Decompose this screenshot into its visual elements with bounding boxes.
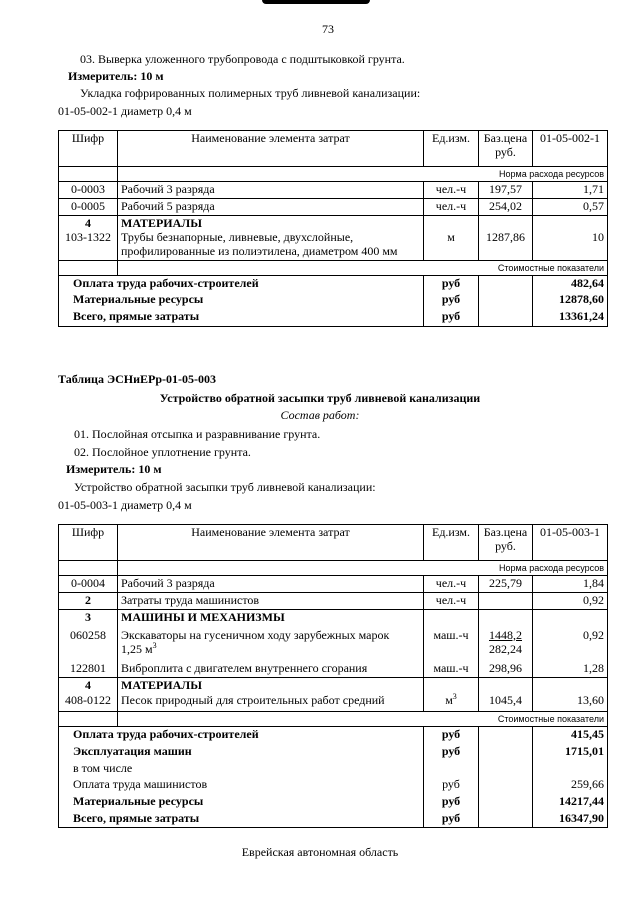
code-line-2: 01-05-003-1 диаметр 0,4 м bbox=[58, 498, 192, 512]
header-unit: Ед.изм. bbox=[424, 131, 479, 167]
table-header-row bbox=[59, 131, 608, 167]
work-item-01: 01. Послойная отсыпка и разравнивание грунта. bbox=[74, 427, 321, 441]
table-row: 0-0004 Рабочий 3 разряда чел.-ч 225,79 1,84 bbox=[59, 576, 608, 593]
total-row: Эксплуатация машин руб 1715,01 bbox=[59, 744, 608, 761]
table-title-2: Таблица ЭСНиЕРр-01-05-003 bbox=[58, 372, 217, 386]
total-row: Материальные ресурсы руб 12878,60 bbox=[59, 292, 608, 309]
materials-section-row: 4 МАТЕРИАЛЫ bbox=[59, 678, 608, 693]
table-row: 2 Затраты труда машинистов чел.-ч 0,92 bbox=[59, 593, 608, 610]
table-row: 122801 Виброплита с двигателем внутреннего сгорания маш.-ч 298,96 1,28 bbox=[59, 661, 608, 678]
machines-section-row: 3 МАШИНЫ И МЕХАНИЗМЫ bbox=[59, 610, 608, 625]
total-row: Материальные ресурсы руб 14217,44 bbox=[59, 794, 608, 811]
total-row: в том числе bbox=[59, 761, 608, 777]
header-name: Наименование элемента затрат bbox=[118, 131, 424, 167]
total-row: Оплата труда рабочих-строителей руб 415,45 bbox=[59, 727, 608, 744]
cost-table-2 bbox=[58, 524, 608, 828]
footer-region: Еврейская автономная область bbox=[241, 845, 399, 859]
header-base-price: Баз.цена руб. bbox=[479, 131, 533, 167]
table-header-row: Шифр Наименование элемента затрат Ед.изм. Баз.цена руб. 01-05-003-1 bbox=[59, 525, 608, 561]
norm-label: Норма расхода ресурсов bbox=[118, 167, 608, 182]
meter-label-2: Измеритель: 10 м bbox=[66, 462, 162, 476]
total-row: Оплата труда рабочих-строителей руб 482,64 bbox=[59, 275, 608, 292]
header-col-code: 01-05-002-1 bbox=[533, 131, 608, 167]
total-row: Всего, прямые затраты руб 16347,90 bbox=[59, 811, 608, 828]
cost-label: Стоимостные показатели bbox=[118, 260, 608, 275]
table-row: 0-0003 Рабочий 3 разряда чел.-ч 197,57 1,71 bbox=[59, 182, 608, 199]
cost-label-row: Стоимостные показатели bbox=[59, 712, 608, 727]
norm-label-row bbox=[59, 167, 608, 182]
table-row: 0-0005 Рабочий 5 разряда чел.-ч 254,02 0,57 bbox=[59, 199, 608, 216]
description-1: Укладка гофрированных полимерных труб ливневой канализации: bbox=[80, 86, 421, 100]
meter-label-1: Измеритель: 10 м bbox=[68, 69, 164, 83]
total-row: Оплата труда машинистов руб 259,66 bbox=[59, 777, 608, 794]
page-number: 73 bbox=[322, 22, 334, 36]
work-item-03: 03. Выверка уложенного трубопровода с подштыковкой грунта. bbox=[80, 52, 405, 66]
cost-table-1 bbox=[58, 130, 608, 327]
cost-label-row bbox=[59, 260, 608, 275]
material-row: 103-1322 Трубы безнапорные, ливневые, двухслойные, профилированные из полиэтилена, диаметром 400 мм м 1287,86 10 bbox=[59, 230, 608, 260]
materials-section-row: 4 МАТЕРИАЛЫ bbox=[59, 216, 608, 231]
sand-row: 408-0122 Песок природный для строительных работ средний $м^3$ 1045,4 13,60 bbox=[59, 693, 608, 712]
code-line-1: 01-05-002-1 диаметр 0,4 м bbox=[58, 104, 192, 118]
composition-label: Состав работ: bbox=[280, 408, 360, 422]
total-row: Всего, прямые затраты руб 13361,24 bbox=[59, 309, 608, 326]
section-heading-2: Устройство обратной засыпки труб ливневой канализации bbox=[159, 391, 481, 405]
material-name: Трубы безнапорные, ливневые, двухслойные, профилированные из полиэтилена, диаметром 400 мм bbox=[118, 230, 424, 260]
work-item-02: 02. Послойное уплотнение грунта. bbox=[74, 445, 251, 459]
description-2: Устройство обратной засыпки труб ливневой канализации: bbox=[74, 480, 376, 494]
header-code: Шифр bbox=[59, 131, 118, 167]
excavator-row: 060258 Экскаваторы на гусеничном ходу зарубежных марок 1,25 $м^3$ маш.-ч 1448,2 282,24 0,92 bbox=[59, 625, 608, 661]
norm-label-row: Норма расхода ресурсов bbox=[59, 561, 608, 576]
scan-edge-mark bbox=[262, 0, 370, 4]
